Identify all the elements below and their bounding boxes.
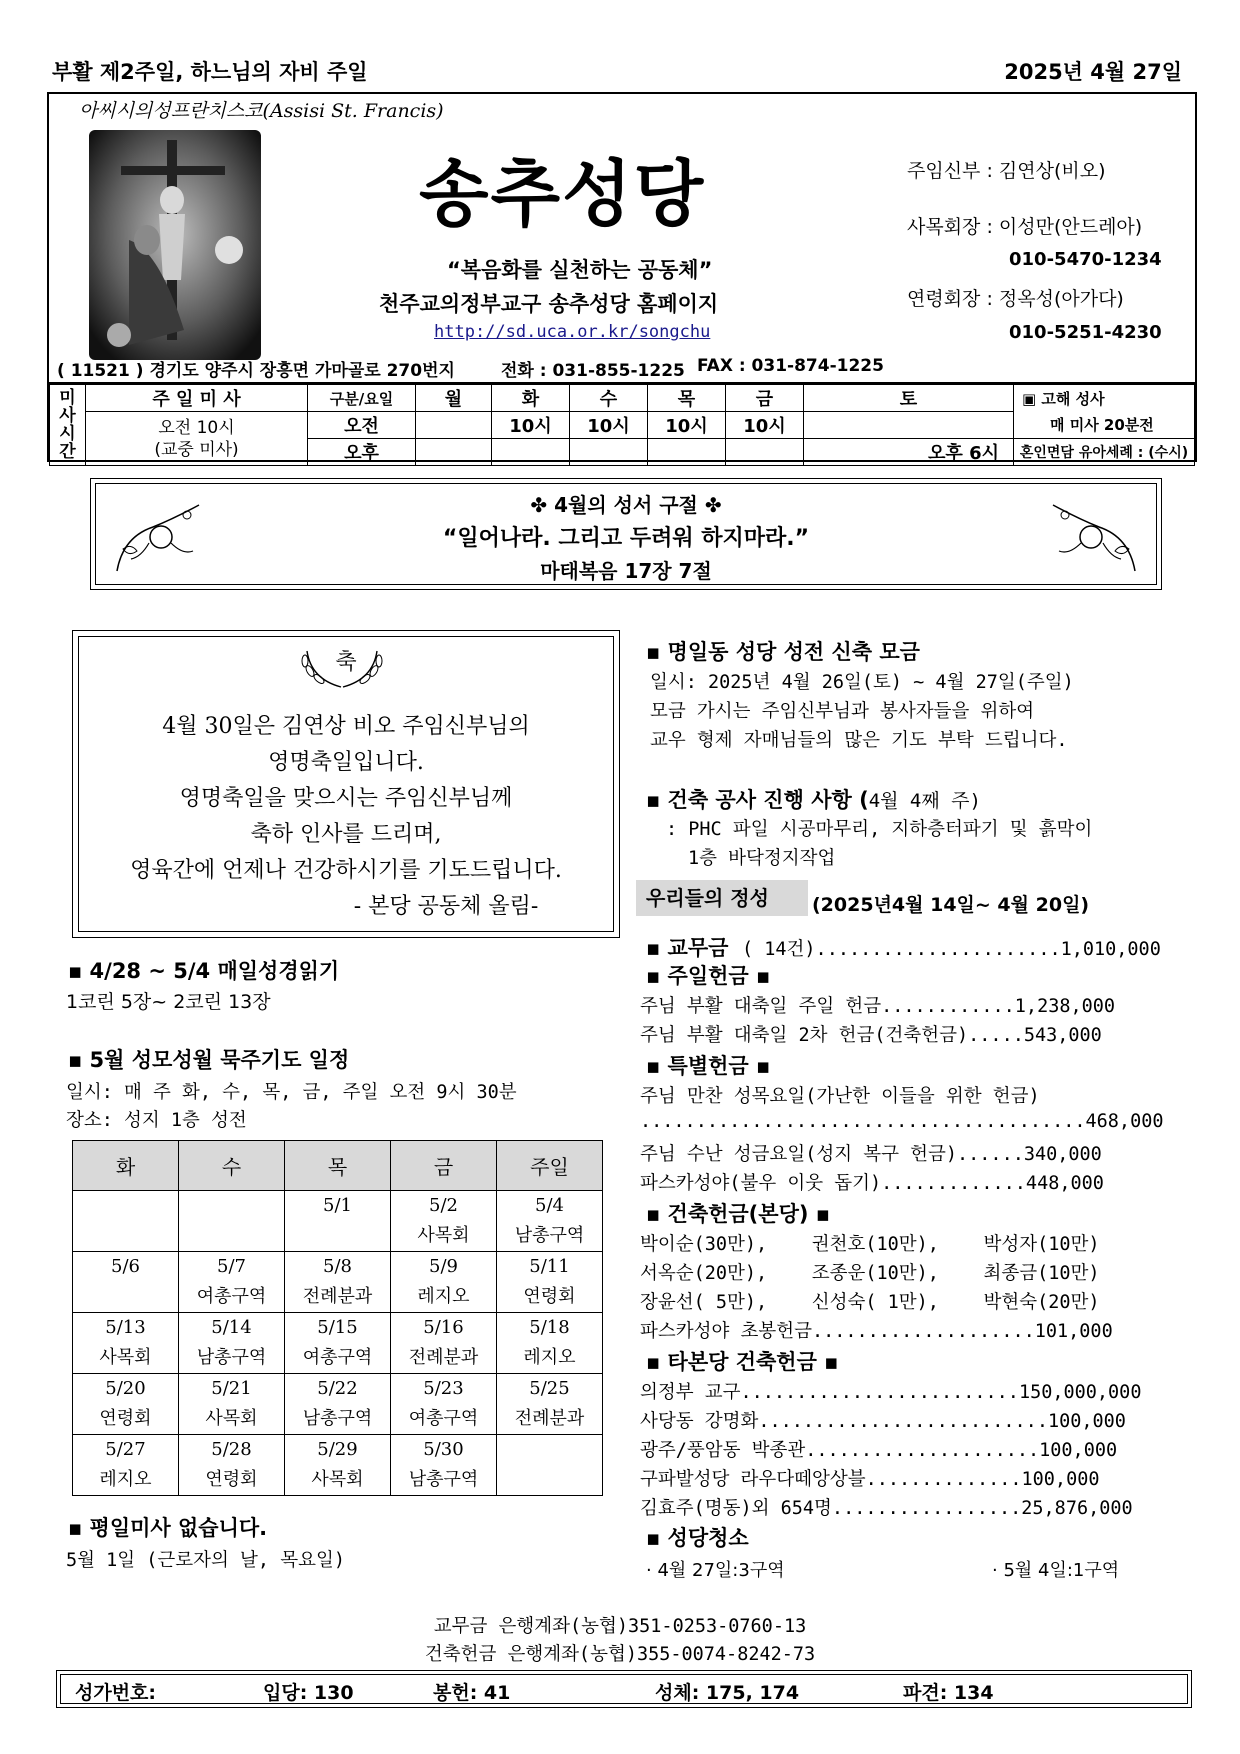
rosary-cell: 5/11 연령회 bbox=[497, 1252, 603, 1313]
rosary-cell: 5/14 남총구역 bbox=[179, 1313, 285, 1374]
sunday-mass-time: 오전 10시 (교중 미사) bbox=[86, 412, 308, 466]
building-donor-line: 서옥순(20만), 조종운(10만), 최종금(10만) bbox=[640, 1263, 1100, 1284]
am-time bbox=[416, 412, 492, 439]
rosary-cell: 5/28 연령회 bbox=[179, 1435, 285, 1496]
federation-president: 연령회장 : 정옥성(아가다) bbox=[907, 288, 1124, 310]
feast-day-congrats bbox=[72, 630, 620, 938]
church-address: ( 11521 ) 경기도 양주시 장흥면 가마골로 270번지 bbox=[57, 361, 455, 381]
sunday-offering-title: ▪ 주일헌금 ▪ bbox=[646, 964, 771, 988]
rosary-schedule-table bbox=[72, 1140, 603, 1496]
rosary-cell: 5/7 여총구역 bbox=[179, 1252, 285, 1313]
pm-time: 오후 6시 bbox=[804, 439, 1014, 466]
sunday-offering-line: 주님 부활 대축일 주일 헌금............1,238,000 bbox=[640, 996, 1116, 1017]
construction-detail: : PHC 파일 시공마무리, 지하층터파기 및 흙막이 bbox=[666, 819, 1093, 840]
rosary-cell: 5/9 레지오 bbox=[391, 1252, 497, 1313]
am-time: 10시 bbox=[570, 412, 648, 439]
rosary-cell: 5/25 전례분과 bbox=[497, 1374, 603, 1435]
offerings-tag: 우리들의 정성 bbox=[636, 880, 808, 916]
rosary-cell: 5/4 남총구역 bbox=[497, 1191, 603, 1252]
special-offering-line: 주님 수난 성금요일(성지 복구 헌금)......340,000 bbox=[640, 1144, 1102, 1165]
st-francis-painting-image bbox=[89, 130, 261, 360]
sunday-mass-header: 주 일 미 사 bbox=[86, 385, 308, 412]
mass-times-side-label: 미 사 시 간 bbox=[50, 385, 86, 466]
other-parish-line: 광주/풍암동 박종관.....................100,000 bbox=[640, 1440, 1118, 1461]
day-header: 화 bbox=[492, 385, 570, 412]
building-donor-line: 파스카성야 초봉헌금....................101,000 bbox=[640, 1321, 1113, 1342]
council-president: 사목회장 : 이성만(안드레아) bbox=[907, 216, 1143, 238]
baptism-interview-note: 혼인면담 유아세례 : (수시) bbox=[1014, 439, 1195, 466]
rosary-cell: 5/8 전례분과 bbox=[285, 1252, 391, 1313]
verse-reference: 마태복음 17장 7절 bbox=[540, 559, 712, 583]
am-time: 10시 bbox=[726, 412, 804, 439]
congrats-line: 축하 인사를 드리며, bbox=[250, 822, 442, 847]
day-header: 월 bbox=[416, 385, 492, 412]
rosary-cell: 5/27 레지오 bbox=[73, 1435, 179, 1496]
other-parish-line: 의정부 교구.........................150,000,000 bbox=[640, 1382, 1142, 1403]
cleaning-next-week: · 5월 4일:1구역 bbox=[992, 1560, 1120, 1581]
day-header: 목 bbox=[648, 385, 726, 412]
congrats-line: 영육간에 언제나 건강하시기를 기도드립니다. bbox=[130, 858, 562, 883]
fundraising-line: 모금 가시는 주임신부님과 봉사자들을 위하여 bbox=[650, 701, 1035, 722]
federation-phone: 010-5251-4230 bbox=[1009, 322, 1162, 343]
hymn-communion: 성체: 175, 174 bbox=[655, 1682, 800, 1704]
kyomu-amount: ( 14건)......................1,010,000 bbox=[742, 939, 1161, 960]
patron-saint: 아씨시의성프란치스코(Assisi St. Francis) bbox=[79, 100, 444, 122]
offerings-period: (2025년4월 14일~ 4월 20일) bbox=[812, 894, 1090, 916]
am-label: 오전 bbox=[308, 412, 416, 439]
homepage-label: 천주교의정부교구 송추성당 홈페이지 bbox=[379, 292, 719, 316]
bible-reading-title: ▪ 4/28 ~ 5/4 매일성경읽기 bbox=[68, 959, 340, 983]
church-fax: FAX : 031-874-1225 bbox=[697, 356, 884, 376]
division-header: 구분/요일 bbox=[308, 385, 416, 412]
rosary-cell: 5/16 전례분과 bbox=[391, 1313, 497, 1374]
homepage-link[interactable]: http://sd.uca.or.kr/songchu bbox=[434, 322, 711, 342]
am-time: 10시 bbox=[492, 412, 570, 439]
hymn-entrance: 입당: 130 bbox=[263, 1682, 354, 1704]
hymn-label: 성가번호: bbox=[75, 1682, 157, 1704]
rosary-cell: 5/2 사목회 bbox=[391, 1191, 497, 1252]
rosary-cell: 5/15 여총구역 bbox=[285, 1313, 391, 1374]
rosary-title: ▪ 5월 성모성월 묵주기도 일정 bbox=[68, 1048, 350, 1072]
am-time: 10시 bbox=[648, 412, 726, 439]
special-offering-line: ........................................468,000 bbox=[640, 1111, 1164, 1132]
pastor-name: 주임신부 : 김연상(비오) bbox=[907, 160, 1106, 182]
am-time bbox=[804, 412, 1014, 439]
pm-time bbox=[416, 439, 492, 466]
rosary-day-header: 주일 bbox=[497, 1141, 603, 1191]
congrats-mark: 축 bbox=[335, 650, 357, 675]
other-parish-line: 김효주(명동)외 654명.................25,876,000 bbox=[640, 1498, 1133, 1519]
building-offering-title: ▪ 건축헌금(본당) ▪ bbox=[646, 1202, 830, 1226]
rosary-cell: 5/1 bbox=[285, 1191, 391, 1252]
pm-time bbox=[492, 439, 570, 466]
rosary-day-header: 수 bbox=[179, 1141, 285, 1191]
rosary-cell: 5/20 연령회 bbox=[73, 1374, 179, 1435]
pm-time bbox=[726, 439, 804, 466]
cleaning-title: ▪ 성당청소 bbox=[646, 1526, 749, 1550]
hymn-dismissal: 파견: 134 bbox=[903, 1682, 994, 1704]
cleaning-this-week: · 4월 27일:3구역 bbox=[646, 1560, 785, 1581]
masthead bbox=[47, 92, 1197, 382]
sunday-title: 부활 제2주일, 하느님의 자비 주일 bbox=[52, 60, 368, 84]
council-phone: 010-5470-1234 bbox=[1009, 249, 1162, 270]
bible-reading-text: 1코린 5장~ 2코린 13장 bbox=[66, 991, 271, 1013]
day-header: 금 bbox=[726, 385, 804, 412]
bulletin-date: 2025년 4월 27일 bbox=[1004, 60, 1182, 84]
rosary-day-header: 금 bbox=[391, 1141, 497, 1191]
special-offering-line: 파스카성야(불우 이웃 돕기).............448,000 bbox=[640, 1173, 1104, 1194]
other-parish-line: 사당동 강명화..........................100,000 bbox=[640, 1411, 1126, 1432]
building-bank-account: 건축헌금 은행계좌(농협)355-0074-8242-73 bbox=[424, 1644, 816, 1665]
hymn-numbers-bar bbox=[56, 1670, 1192, 1708]
rosary-cell: 5/13 사목회 bbox=[73, 1313, 179, 1374]
other-parish-line: 구파발성당 라우다떼앙상블..............100,000 bbox=[640, 1469, 1100, 1490]
rosary-where: 장소: 성지 1층 성전 bbox=[66, 1110, 247, 1131]
no-weekday-mass-title: ▪ 평일미사 없습니다. bbox=[68, 1516, 268, 1540]
other-parish-title: ▪ 타본당 건축헌금 ▪ bbox=[646, 1350, 839, 1374]
special-offering-line: 주님 만찬 성목요일(가난한 이들을 위한 헌금) bbox=[640, 1086, 1040, 1107]
confession-info: ▣ 고해 성사 매 미사 20분전 bbox=[1014, 385, 1195, 439]
congrats-line: 영명축일을 맞으시는 주임신부님께 bbox=[179, 786, 513, 811]
rosary-cell: 5/18 레지오 bbox=[497, 1313, 603, 1374]
rosary-cell bbox=[497, 1435, 603, 1496]
verse-title: ✤ 4월의 성서 구절 ✤ bbox=[530, 493, 722, 517]
day-header: 토 bbox=[804, 385, 1014, 412]
day-header: 수 bbox=[570, 385, 648, 412]
pm-time bbox=[570, 439, 648, 466]
rosary-day-header: 목 bbox=[285, 1141, 391, 1191]
rosary-cell bbox=[73, 1191, 179, 1252]
rosary-cell: 5/29 사목회 bbox=[285, 1435, 391, 1496]
fundraising-line: 일시: 2025년 4월 26일(토) ~ 4월 27일(주일) bbox=[650, 672, 1074, 693]
kyomu-title: ▪ 교무금 bbox=[646, 936, 729, 960]
construction-title: ▪ 건축 공사 진행 사항 (4월 4째 주) bbox=[646, 788, 981, 812]
congrats-line: 영명축일입니다. bbox=[268, 750, 424, 775]
fundraising-line: 교우 형제 자매님들의 많은 기도 부탁 드립니다. bbox=[650, 730, 1068, 751]
mass-schedule bbox=[47, 382, 1197, 462]
building-donor-line: 박이순(30만), 권천호(10만), 박성자(10만) bbox=[640, 1234, 1100, 1255]
pm-time bbox=[648, 439, 726, 466]
building-donor-line: 장윤선( 5만), 신성숙( 1만), 박현숙(20만) bbox=[640, 1292, 1100, 1313]
congrats-signature: - 본당 공동체 올림- bbox=[353, 894, 539, 919]
no-weekday-mass-text: 5월 1일 (근로자의 날, 목요일) bbox=[66, 1550, 345, 1571]
rosary-cell: 5/23 여총구역 bbox=[391, 1374, 497, 1435]
sunday-offering-line: 주님 부활 대축일 2차 헌금(건축헌금).....543,000 bbox=[640, 1025, 1102, 1046]
church-name: 송추성당 bbox=[419, 152, 706, 236]
rosary-cell: 5/6 bbox=[73, 1252, 179, 1313]
congrats-line: 4월 30일은 김연상 비오 주임신부님의 bbox=[162, 714, 530, 739]
special-offering-title: ▪ 특별헌금 ▪ bbox=[646, 1054, 771, 1078]
fundraising-title: ▪ 명일동 성당 성전 신축 모금 bbox=[646, 640, 920, 664]
rosary-when: 일시: 매 주 화, 수, 목, 금, 주일 오전 9시 30분 bbox=[66, 1082, 517, 1103]
monthly-verse-box bbox=[90, 478, 1162, 590]
hymn-offertory: 봉헌: 41 bbox=[433, 1682, 511, 1704]
rosary-cell bbox=[179, 1191, 285, 1252]
rosary-cell: 5/22 남총구역 bbox=[285, 1374, 391, 1435]
construction-detail: 1층 바닥정지작업 bbox=[688, 848, 836, 869]
church-phone: 전화 : 031-855-1225 bbox=[501, 361, 685, 381]
rosary-day-header: 화 bbox=[73, 1141, 179, 1191]
kyomu-bank-account: 교무금 은행계좌(농협)351-0253-0760-13 bbox=[433, 1616, 807, 1637]
verse-text: “일어나라. 그리고 두려워 하지마라.” bbox=[442, 526, 810, 551]
rosary-cell: 5/30 남총구역 bbox=[391, 1435, 497, 1496]
rosary-cell: 5/21 사목회 bbox=[179, 1374, 285, 1435]
pm-label: 오후 bbox=[308, 439, 416, 466]
church-motto: “복음화를 실천하는 공동체” bbox=[447, 258, 713, 282]
